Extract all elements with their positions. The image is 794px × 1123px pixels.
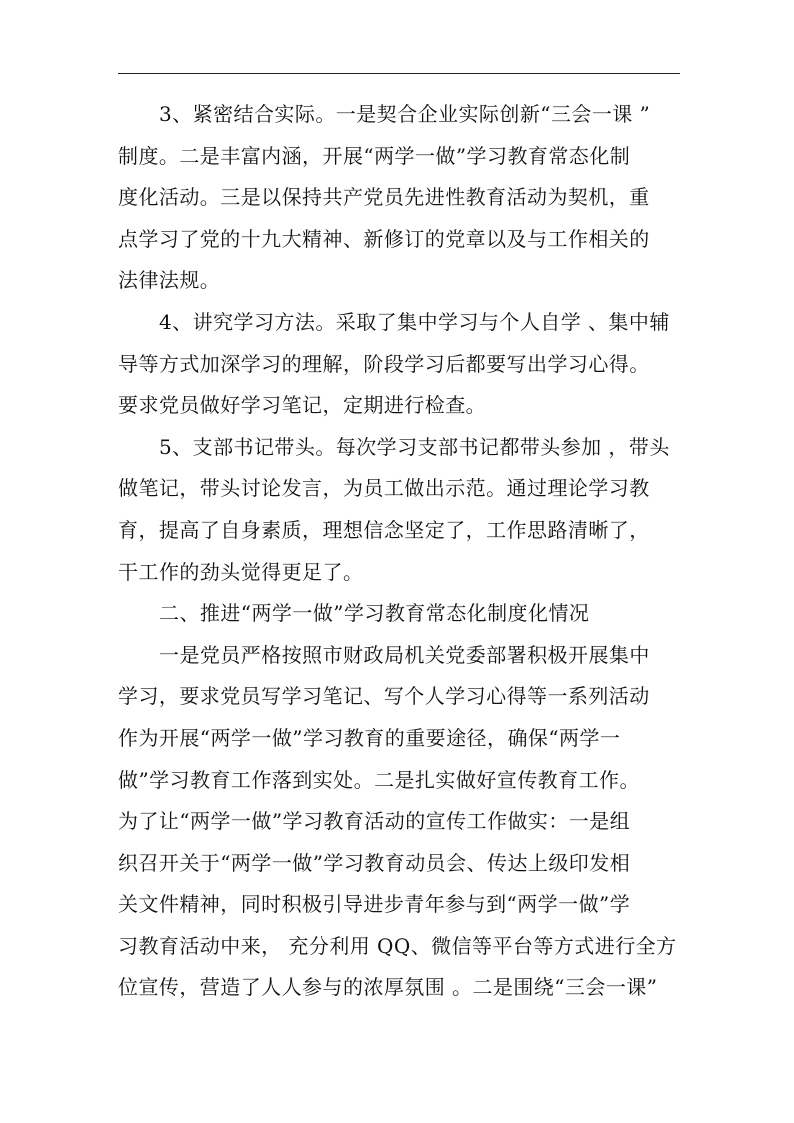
paragraph-4-line-1: 4、讲究学习方法。采取了集中学习与个人自学 、集中辅 — [159, 309, 670, 334]
section-2-line-5: 为了让“两学一做”学习教育活动的宣传工作做实：一是组 — [118, 809, 631, 834]
section-2-line-8: 习教育活动中来， 充分利用 QQ、微信等平台等方式进行全方 — [118, 933, 677, 958]
section-2-line-9: 位宣传，营造了人人参与的浓厚氛围 。二是围绕“三会一课” — [118, 975, 658, 1000]
header-divider — [118, 73, 680, 74]
paragraph-5-line-1: 5、支部书记带头。每次学习支部书记都带头参加 ，带头 — [159, 434, 670, 459]
paragraph-4-line-2: 导等方式加深学习的理解，阶段学习后都要写出学习心得。 — [118, 351, 650, 376]
section-2-line-3: 作为开展“两学一做”学习教育的重要途径，确保“两学一 — [118, 725, 621, 750]
paragraph-3-line-5: 法律法规。 — [118, 268, 221, 293]
section-2-line-4: 做”学习教育工作落到实处。二是扎实做好宣传教育工作。 — [118, 767, 640, 792]
document-body — [118, 94, 684, 1009]
paragraph-4-line-3: 要求党员做好学习笔记，定期进行检查。 — [118, 393, 487, 418]
paragraph-3-line-2: 制度。二是丰富内涵，开展“两学一做”学习教育常态化制 — [118, 143, 631, 168]
paragraph-3-line-3: 度化活动。三是以保持共产党员先进性教育活动为契机，重 — [118, 185, 650, 210]
section-2-line-6: 织召开关于“两学一做”学习教育动员会、传达上级印发相 — [118, 850, 631, 875]
section-2-line-2: 学习，要求党员写学习笔记、写个人学习心得等一系列活动 — [118, 684, 650, 709]
paragraph-3-line-1: 3、紧密结合实际。一是契合企业实际创新“三会一课 ” — [159, 102, 651, 126]
paragraph-5-line-4: 干工作的劲头觉得更足了。 — [118, 559, 364, 584]
section-heading-2: 二、推进“两学一做”学习教育常态化制度化情况 — [159, 601, 590, 626]
paragraph-5-line-2: 做笔记，带头讨论发言，为员工做出示范。通过理论学习教 — [118, 476, 650, 501]
section-2-line-1: 一是党员严格按照市财政局机关党委部署积极开展集中 — [159, 642, 650, 667]
paragraph-5-line-3: 育，提高了自身素质，理想信念坚定了，工作思路清晰了， — [118, 517, 650, 542]
section-2-line-7: 关文件精神，同时积极引导进步青年参与到“两学一做”学 — [118, 892, 631, 917]
paragraph-3-line-4: 点学习了党的十九大精神、新修订的党章以及与工作相关的 — [118, 226, 650, 251]
